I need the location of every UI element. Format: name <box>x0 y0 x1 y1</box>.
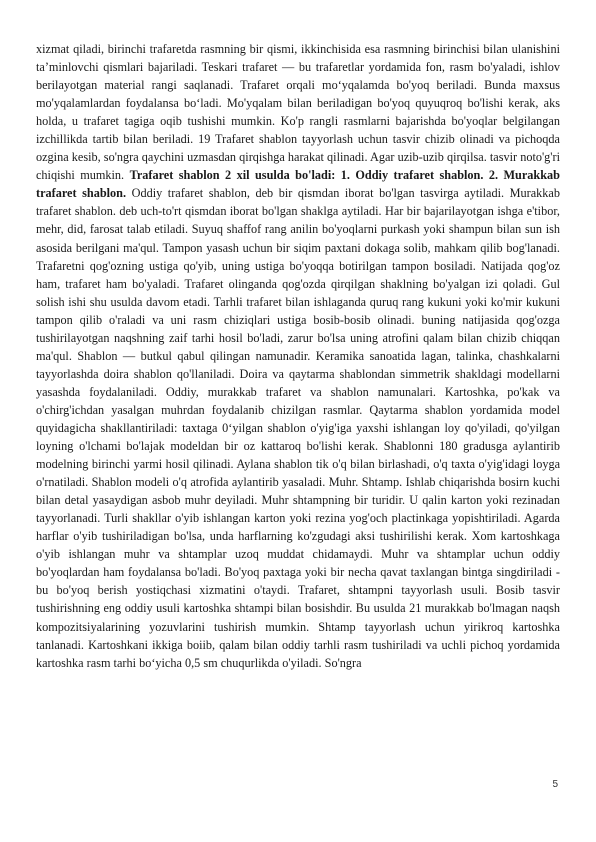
bold-text-segment: Trafaret shablon 2 xil usulda bo'ladi: 1. Oddiy trafaret shablon. 2. Murakkab trafaret shablon. <box>36 168 560 201</box>
document-body <box>36 40 560 672</box>
text-segment-2: Oddiy trafaret shablon, deb bir qismdan iborat bo'lgan tasvirga aytiladi. Murakkab trafaret shablon. deb uch-to'rt qismdan iborat bo'lgan shaklga aytiladi. Har bir bajarilayotgan ishga e'tibor, mehr, did, farosat talab etiladi. Suyuq shaffof rang anilin bo'yoqlarni purkash yoki shampun bilan sun ish asosida berilgani ma'qul. Tampon yasash uchun bir siqim paxtani dokaga solib, mahkam qilib bog'lanadi. Trafaretni qog'ozning ustiga qo'yib, uning ustiga bo'yoqqa botirilgan tampon bosiladi. Natijada qog'oz ham, trafaret ham bo'yaladi. Trafaret olinganda qog'ozda qirqilgan shaklning bo'yalgan izi qoladi. Gul solish ishi shu usulda davom etadi. Tarhli trafaret bilan ishlaganda quruq rang kukuni yoki ko'mir kukuni tampon qilib o'raladi va uni rasm chiziqlari ustiga bosib-bosib olinadi. buning natijasida qog'ozga tushirilayotgan naqshning zaif tarhi hosil bo'ladi, zarur bo'lsa uning atrofini qalam bilan chizib chiqqan ma'qul. Shablon — butkul qabul qilingan namunadir. Keramika sanoatida lagan, talinka, chashkalarni tayyorlashda doira shablon qo'llaniladi. Doira va qaytarma shablondan simmetrik shakldagi modellarni yasashda foydalaniladi. Oddiy, murakkab trafaret va shablon namunalari. Kartoshka, po'kak va o'chirg'ichdan yasalgan muhrdan foydalanib chizilgan rasmlar. Qaytarma shablon yordamida model quyidagicha shakllantiriladi: taxtaga 0‘yilgan shablon o'yig'iga yaxshi ishlangan loy qo'yiladi, qo'yilgan loyning o'lchami bo'lajak modeldan bir oz kattaroq bo'lishi kerak. Shablonni 180 gradusga aylantirib modelning birinchi yarmi hosil qilinadi. Aylana shablon tik o'q bilan birlashadi, o'q taxta o'yig'idagi loyga o'rnatiladi. Shablon modeli o'q atrofida aylantirib yasaladi. Muhr. Shtamp. Ishlab chiqarishda bosirn kuchi bilan detal yasaydigan asbob muhr deyiladi. Muhr shtampning bir turidir. U qalin karton yoki rezinadan tayyorlanadi. Turli shakllar o'yib ishlangan karton yoki rezina yog'och plactinkaga yopishtiriladi. Agarda harflar o'yib tushiriladigan bo'lsa, unda harflarning ko'zgudagi aksi tushirilishi kerak. Xom kartoshkaga o'yib ishlangan muhr va shtamplar uzoq muddat chidamaydi. Muhr va shtamplar uchun oddiy bo'yoqlardan ham foydalansa bo'ladi. Bo'yoq paxtaga yoki bir necha qavat taxlangan bintga singdiriladi - bu bo'yoq berish yostiqchasi xizmatini o'taydi. Trafaret, shtampni tayyorlash usuli. Bosib tasvir tushirishning eng oddiy usuli kartoshka shtampi bilan bosishdir. Bu usulda 21 murakkab bo'lmagan naqsh kompozitsiyalarining yozuvlarini tushirish mumkin. Shtamp tayyorlash uchun yirikroq kartoshka tanlanadi. Kartoshkani ikkiga boiib, qalam bilan oddiy tarhli rasm tushiriladi va uchli pichoq yordamida kartoshka rasm tarhi bo‘yicha 0,5 sm chuqurlikda o'yiladi. So'ngra <box>36 186 560 670</box>
text-segment-1: xizmat qiladi, birinchi trafaretda rasmning bir qismi, ikkinchisida esa rasmning birinchisi bilan ulanishini ta’minlovchi qismlari bajariladi. Teskari trafaret — bu trafaretlar yordamida fon, rasm bo'yaladi, ishlov berilayotgan material rangi saqlanadi. Trafaret orqali mo‘yqalamda bo'yoq beriladi. Bunda maxsus mo'yqalamlardan foydalansa bo‘ladi. Mo'yqalam bilan beriladigan bo'yoq quyuqroq bo'lishi kerak, aks holda, u trafaret tagiga oqib tushishi mumkin. Ko'p rangli rasmlarni bajarishda bo'yoqlar belgilangan izchillikda tartib bilan beriladi. 19 Trafaret shablon tayyorlash uchun tasvir chizib olinadi va pichoqda ozgina kesib, so'ngra qaychini uzmasdan qirqishga harakat qilinadi. Agar uzib-uzib qirqilsa. tasvir noto'g'ri chiqishi mumkin. <box>36 42 560 183</box>
page-number: 5 <box>552 779 558 790</box>
body-paragraph <box>36 40 560 672</box>
